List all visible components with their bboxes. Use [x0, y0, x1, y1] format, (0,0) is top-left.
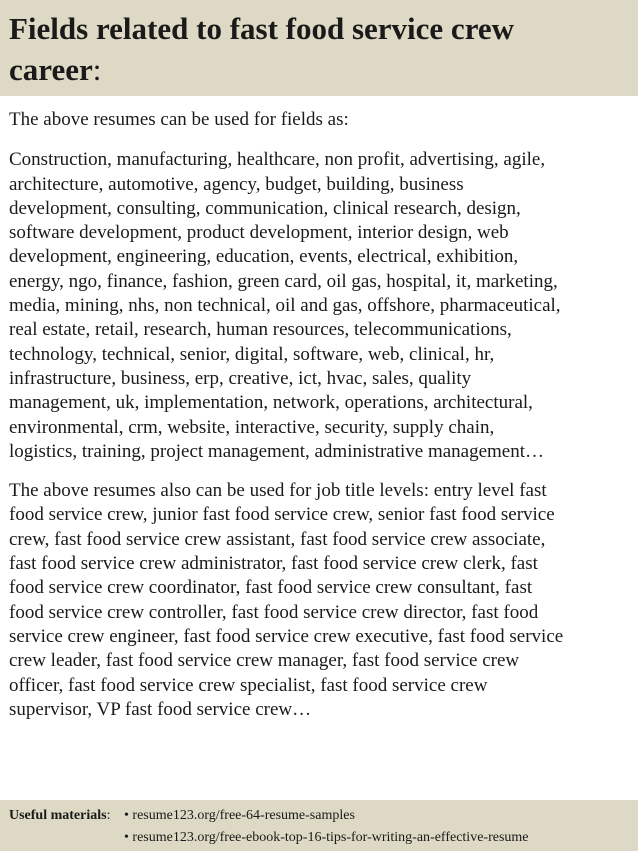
title-line-1: Fields related to fast food service crew: [9, 11, 515, 46]
levels-line: fast food service crew administrator, fast food service crew clerk, fast: [9, 553, 538, 575]
fields-line: infrastructure, business, erp, creative, ict, hvac, sales, quality: [9, 367, 472, 389]
resume-samples-link[interactable]: • resume123.org/free-64-resume-samples: [124, 808, 355, 823]
title-colon: :: [92, 52, 102, 87]
fields-line: environmental, crm, website, interactive, security, supply chain,: [9, 416, 495, 438]
fields-line: media, mining, nhs, non technical, oil and gas, offshore, pharmaceutical,: [9, 295, 561, 317]
title-line-2: career: [9, 52, 93, 87]
levels-line: crew leader, fast food service crew manager, fast food service crew: [9, 650, 520, 672]
fields-line: Construction, manufacturing, healthcare, non profit, advertising, agile,: [9, 149, 546, 171]
fields-line: technology, technical, senior, digital, software, web, clinical, hr,: [9, 343, 495, 365]
levels-line: food service crew, junior fast food service crew, senior fast food service: [9, 504, 555, 526]
header-band: [0, 0, 638, 96]
fields-line: development, consulting, communication, clinical research, design,: [9, 197, 521, 219]
job-levels-paragraph: [9, 479, 631, 722]
fields-line: software development, product development, interior design, web: [9, 222, 509, 244]
resume-tips-ebook-link[interactable]: • resume123.org/free-ebook-top-16-tips-for-writing-an-effective-resume: [124, 830, 529, 845]
levels-line: supervisor, VP fast food service crew…: [9, 698, 312, 720]
levels-line: service crew engineer, fast food service crew executive, fast food service: [9, 625, 564, 647]
fields-paragraph: [9, 148, 631, 464]
fields-line: real estate, retail, research, human resources, telecommunications,: [9, 319, 512, 341]
useful-materials-label: [9, 807, 110, 824]
levels-line: officer, fast food service crew specialist, fast food service crew: [9, 674, 488, 696]
page-title: [9, 8, 609, 90]
levels-line: The above resumes also can be used for job title levels: entry level fast: [9, 480, 547, 502]
footer-band: [0, 800, 638, 851]
intro-text: The above resumes can be used for fields as:: [9, 109, 349, 130]
footer-label-text: Useful materials: [9, 808, 107, 823]
fields-line: logistics, training, project management, administrative management…: [9, 440, 545, 462]
levels-line: crew, fast food service crew assistant, fast food service crew associate,: [9, 528, 546, 550]
levels-line: food service crew coordinator, fast food service crew consultant, fast: [9, 577, 533, 599]
fields-line: management, uk, implementation, network, operations, architectural,: [9, 392, 533, 414]
levels-line: food service crew controller, fast food service crew director, fast food: [9, 601, 539, 623]
fields-line: architecture, automotive, agency, budget, building, business: [9, 173, 464, 195]
footer-label-colon: :: [106, 808, 111, 823]
fields-line: energy, ngo, finance, fashion, green card, oil gas, hospital, it, marketing,: [9, 270, 558, 292]
fields-line: development, engineering, education, events, electrical, exhibition,: [9, 246, 519, 268]
main-content: [9, 108, 631, 722]
